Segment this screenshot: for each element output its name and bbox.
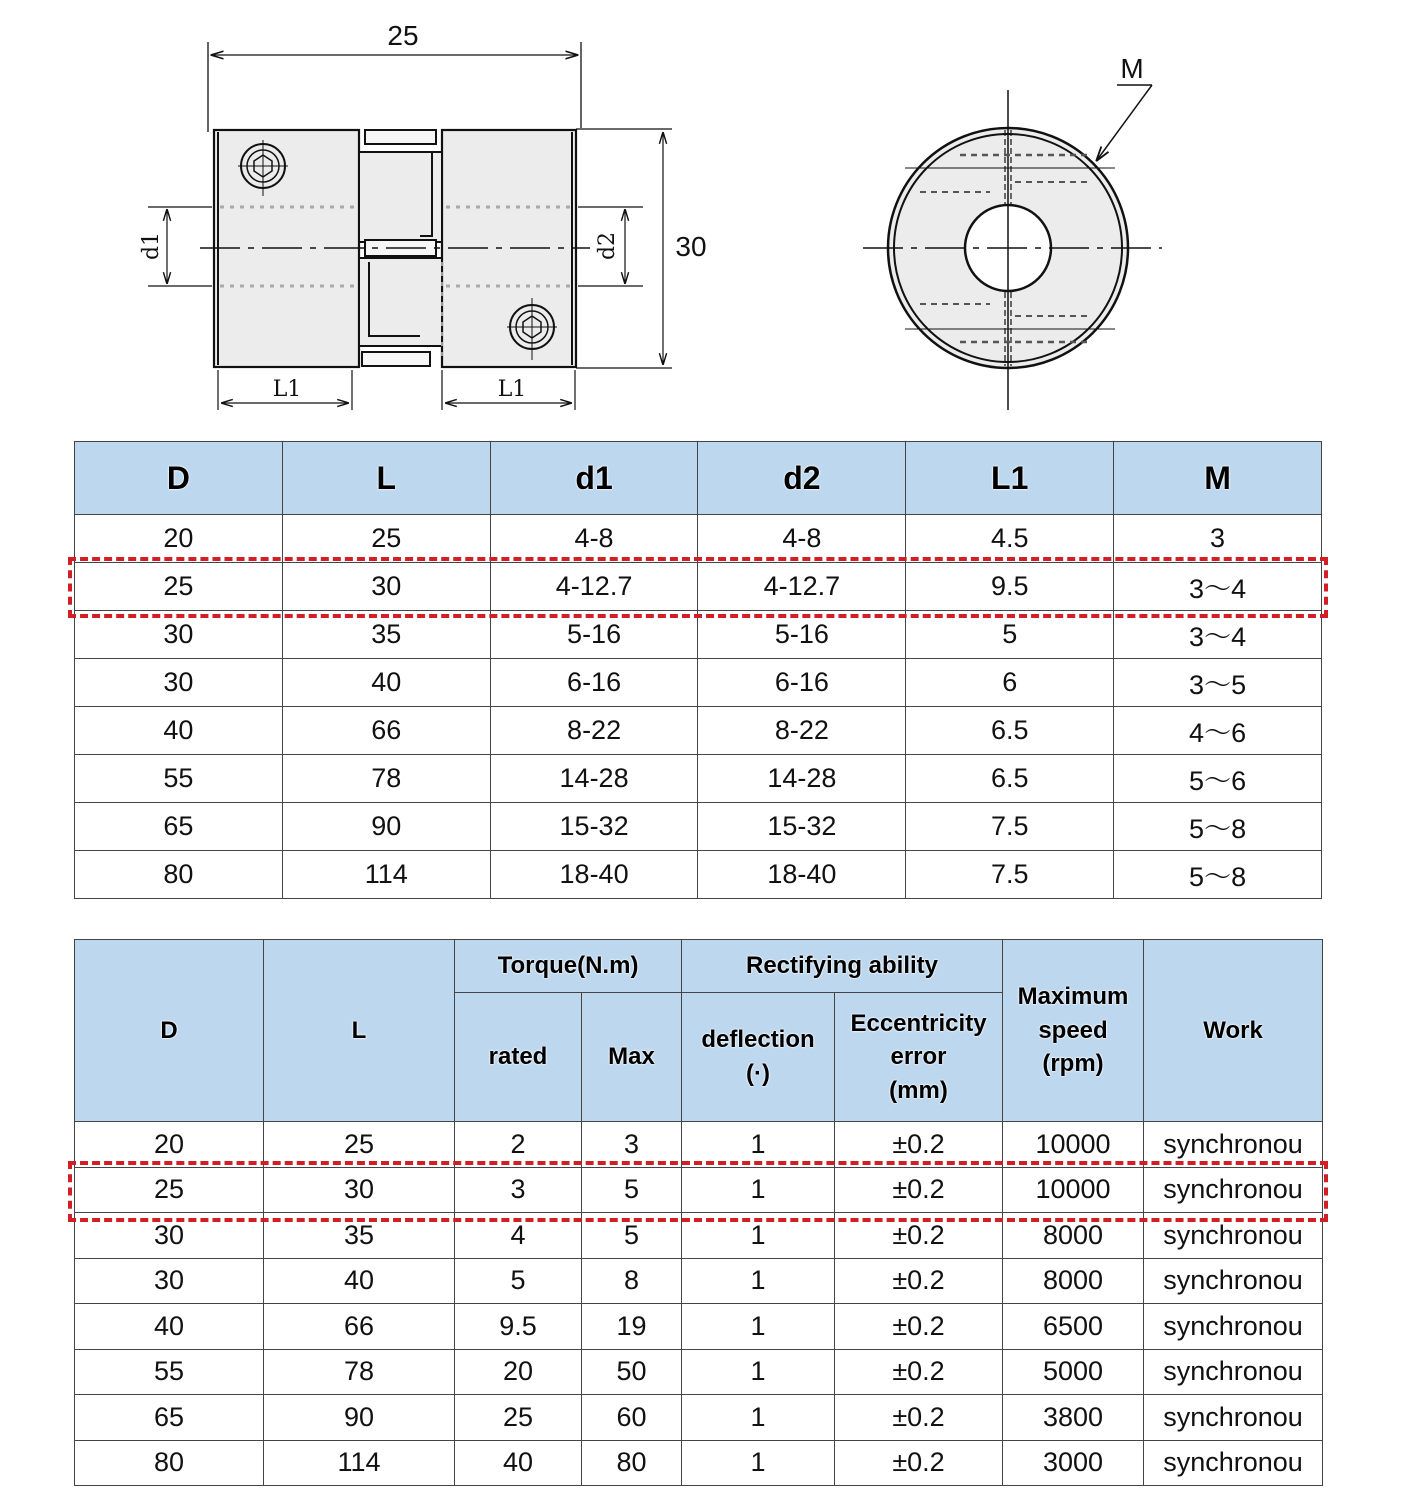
drawing-canvas	[0, 0, 1406, 430]
cell-d: 55	[75, 755, 283, 803]
cell-l1: 6.5	[906, 755, 1114, 803]
header-l: L	[264, 940, 455, 1122]
jaw-lower	[359, 258, 442, 346]
dimensions-header-row	[75, 442, 1322, 515]
cell-d1: 8-22	[490, 707, 698, 755]
cell-d: 30	[75, 1213, 264, 1259]
outer-diameter-label: 30	[675, 231, 707, 262]
table-row-highlighted	[75, 1167, 1323, 1213]
deflection-unit: (·)	[746, 1060, 770, 1087]
cell-deflection: 1	[682, 1167, 835, 1213]
max-speed-unit: (rpm)	[1042, 1050, 1104, 1078]
cell-eccentricity: ±0.2	[835, 1258, 1003, 1304]
cell-l1: 7.5	[906, 851, 1114, 899]
cell-max-speed: 5000	[1003, 1349, 1144, 1395]
cell-work: synchronou	[1144, 1440, 1323, 1486]
table-row	[75, 1258, 1323, 1304]
cell-rated-torque: 4	[455, 1213, 582, 1259]
cell-d2: 4-12.7	[698, 563, 906, 611]
cell-eccentricity: ±0.2	[835, 1167, 1003, 1213]
cell-d: 25	[75, 1167, 264, 1213]
cell-d1: 5-16	[490, 611, 698, 659]
cell-l1: 9.5	[906, 563, 1114, 611]
cell-m: 3	[1114, 515, 1322, 563]
header-d: D	[75, 442, 283, 515]
cell-max-torque: 50	[582, 1349, 682, 1395]
cell-l1: 4.5	[906, 515, 1114, 563]
cell-d: 80	[75, 851, 283, 899]
cell-l: 78	[282, 755, 490, 803]
cell-max-torque: 5	[582, 1167, 682, 1213]
cell-max-speed: 8000	[1003, 1213, 1144, 1259]
table-row	[75, 1213, 1323, 1259]
cell-l: 30	[282, 563, 490, 611]
overall-length-label: 25	[387, 20, 419, 51]
performance-table	[74, 939, 1323, 1486]
table-row	[75, 515, 1322, 563]
screw-m-label: M	[1120, 53, 1144, 84]
table-row	[75, 1122, 1323, 1168]
cell-d: 40	[75, 707, 283, 755]
cell-m: 3～4	[1114, 563, 1322, 611]
l1-left-label: L1	[272, 377, 302, 402]
header-torque-group: Torque(N.m)	[455, 940, 682, 993]
cell-m: 3～4	[1114, 611, 1322, 659]
table-row	[75, 1395, 1323, 1441]
deflection-label: deflection	[701, 1026, 815, 1054]
cell-l: 35	[264, 1213, 455, 1259]
cell-m: 3～5	[1114, 659, 1322, 707]
cell-work: synchronou	[1144, 1258, 1323, 1304]
eccentricity-line2: error	[890, 1043, 947, 1071]
l1-right-label: L1	[497, 377, 527, 402]
max-speed-line2: speed	[1038, 1016, 1108, 1044]
side-view	[148, 42, 672, 410]
cell-max-speed: 3800	[1003, 1395, 1144, 1441]
cell-l: 90	[264, 1395, 455, 1441]
jaw-upper	[359, 152, 442, 242]
cell-d1: 4-8	[490, 515, 698, 563]
cell-work: synchronou	[1144, 1122, 1323, 1168]
end-view	[863, 85, 1162, 410]
cell-max-torque: 80	[582, 1440, 682, 1486]
cell-d1: 4-12.7	[490, 563, 698, 611]
cell-d: 30	[75, 1258, 264, 1304]
cell-d: 40	[75, 1304, 264, 1350]
header-l: L	[282, 442, 490, 515]
cell-deflection: 1	[682, 1395, 835, 1441]
cell-l: 40	[264, 1258, 455, 1304]
cell-deflection: 1	[682, 1304, 835, 1350]
cell-rated-torque: 2	[455, 1122, 582, 1168]
header-deflection	[682, 993, 835, 1122]
cell-eccentricity: ±0.2	[835, 1395, 1003, 1441]
table-row	[75, 851, 1322, 899]
cell-eccentricity: ±0.2	[835, 1349, 1003, 1395]
d1-label: d1	[139, 231, 164, 261]
cell-max-speed: 10000	[1003, 1167, 1144, 1213]
cell-work: synchronou	[1144, 1304, 1323, 1350]
cell-eccentricity: ±0.2	[835, 1304, 1003, 1350]
cell-l: 114	[264, 1440, 455, 1486]
dimensions-table	[74, 441, 1322, 899]
cell-l: 40	[282, 659, 490, 707]
cell-rated-torque: 5	[455, 1258, 582, 1304]
cell-work: synchronou	[1144, 1349, 1323, 1395]
cell-rated-torque: 20	[455, 1349, 582, 1395]
cell-deflection: 1	[682, 1122, 835, 1168]
cell-d1: 15-32	[490, 803, 698, 851]
header-eccentricity	[835, 993, 1003, 1122]
cell-deflection: 1	[682, 1440, 835, 1486]
table-row	[75, 1349, 1323, 1395]
cell-m: 5～6	[1114, 755, 1322, 803]
cell-deflection: 1	[682, 1349, 835, 1395]
cell-d2: 4-8	[698, 515, 906, 563]
table-row	[75, 803, 1322, 851]
table-row	[75, 1440, 1323, 1486]
header-d1: d1	[490, 442, 698, 515]
cell-d1: 18-40	[490, 851, 698, 899]
cell-eccentricity: ±0.2	[835, 1213, 1003, 1259]
performance-header-row-1	[75, 940, 1323, 993]
max-speed-line1: Maximum	[1017, 983, 1129, 1011]
cell-d2: 14-28	[698, 755, 906, 803]
cell-d: 80	[75, 1440, 264, 1486]
coupling-drawing	[0, 0, 1406, 430]
cell-l1: 5	[906, 611, 1114, 659]
cell-l: 90	[282, 803, 490, 851]
header-max-speed	[1003, 940, 1144, 1122]
cell-m: 4～6	[1114, 707, 1322, 755]
cell-d: 20	[75, 515, 283, 563]
cell-d2: 15-32	[698, 803, 906, 851]
cell-max-speed: 10000	[1003, 1122, 1144, 1168]
cell-d1: 6-16	[490, 659, 698, 707]
cell-work: synchronou	[1144, 1395, 1323, 1441]
cell-rated-torque: 25	[455, 1395, 582, 1441]
cell-max-torque: 8	[582, 1258, 682, 1304]
eccentricity-unit: (mm)	[889, 1076, 948, 1104]
header-m: M	[1114, 442, 1322, 515]
cell-l: 30	[264, 1167, 455, 1213]
spider-bottom	[362, 352, 430, 366]
cell-max-torque: 60	[582, 1395, 682, 1441]
cell-max-torque: 19	[582, 1304, 682, 1350]
cell-d1: 14-28	[490, 755, 698, 803]
header-d: D	[75, 940, 264, 1122]
cell-work: synchronou	[1144, 1213, 1323, 1259]
header-max: Max	[582, 993, 682, 1122]
table-row	[75, 659, 1322, 707]
cell-max-speed: 3000	[1003, 1440, 1144, 1486]
cell-d: 25	[75, 563, 283, 611]
cell-l: 25	[264, 1122, 455, 1168]
cell-d: 30	[75, 611, 283, 659]
table-row	[75, 611, 1322, 659]
d2-label: d2	[595, 231, 620, 261]
header-work: Work	[1144, 940, 1323, 1122]
cell-l1: 7.5	[906, 803, 1114, 851]
cell-d: 55	[75, 1349, 264, 1395]
cell-l1: 6	[906, 659, 1114, 707]
cell-l1: 6.5	[906, 707, 1114, 755]
cell-max-speed: 8000	[1003, 1258, 1144, 1304]
cell-d: 65	[75, 803, 283, 851]
m-leader-line	[1097, 85, 1152, 160]
spider-top	[365, 130, 436, 144]
header-d2: d2	[698, 442, 906, 515]
table-row	[75, 707, 1322, 755]
eccentricity-line1: Eccentricity	[850, 1009, 987, 1037]
cell-l: 66	[264, 1304, 455, 1350]
cell-max-torque: 5	[582, 1213, 682, 1259]
cell-d2: 6-16	[698, 659, 906, 707]
cell-l: 25	[282, 515, 490, 563]
cell-max-speed: 6500	[1003, 1304, 1144, 1350]
header-rectifying-group: Rectifying ability	[682, 940, 1003, 993]
table-row	[75, 1304, 1323, 1350]
cell-d: 30	[75, 659, 283, 707]
cell-deflection: 1	[682, 1258, 835, 1304]
cell-d: 20	[75, 1122, 264, 1168]
cell-m: 5～8	[1114, 803, 1322, 851]
cell-d: 65	[75, 1395, 264, 1441]
cell-eccentricity: ±0.2	[835, 1440, 1003, 1486]
cell-m: 5～8	[1114, 851, 1322, 899]
cell-work: synchronou	[1144, 1167, 1323, 1213]
header-rated: rated	[455, 993, 582, 1122]
cell-d2: 18-40	[698, 851, 906, 899]
cell-l: 114	[282, 851, 490, 899]
cell-rated-torque: 9.5	[455, 1304, 582, 1350]
cell-d2: 5-16	[698, 611, 906, 659]
cell-deflection: 1	[682, 1213, 835, 1259]
table-row-highlighted	[75, 563, 1322, 611]
cell-max-torque: 3	[582, 1122, 682, 1168]
table-row	[75, 755, 1322, 803]
cell-l: 78	[264, 1349, 455, 1395]
cell-d2: 8-22	[698, 707, 906, 755]
cell-rated-torque: 3	[455, 1167, 582, 1213]
cell-eccentricity: ±0.2	[835, 1122, 1003, 1168]
cell-l: 35	[282, 611, 490, 659]
header-l1: L1	[906, 442, 1114, 515]
cell-l: 66	[282, 707, 490, 755]
cell-rated-torque: 40	[455, 1440, 582, 1486]
